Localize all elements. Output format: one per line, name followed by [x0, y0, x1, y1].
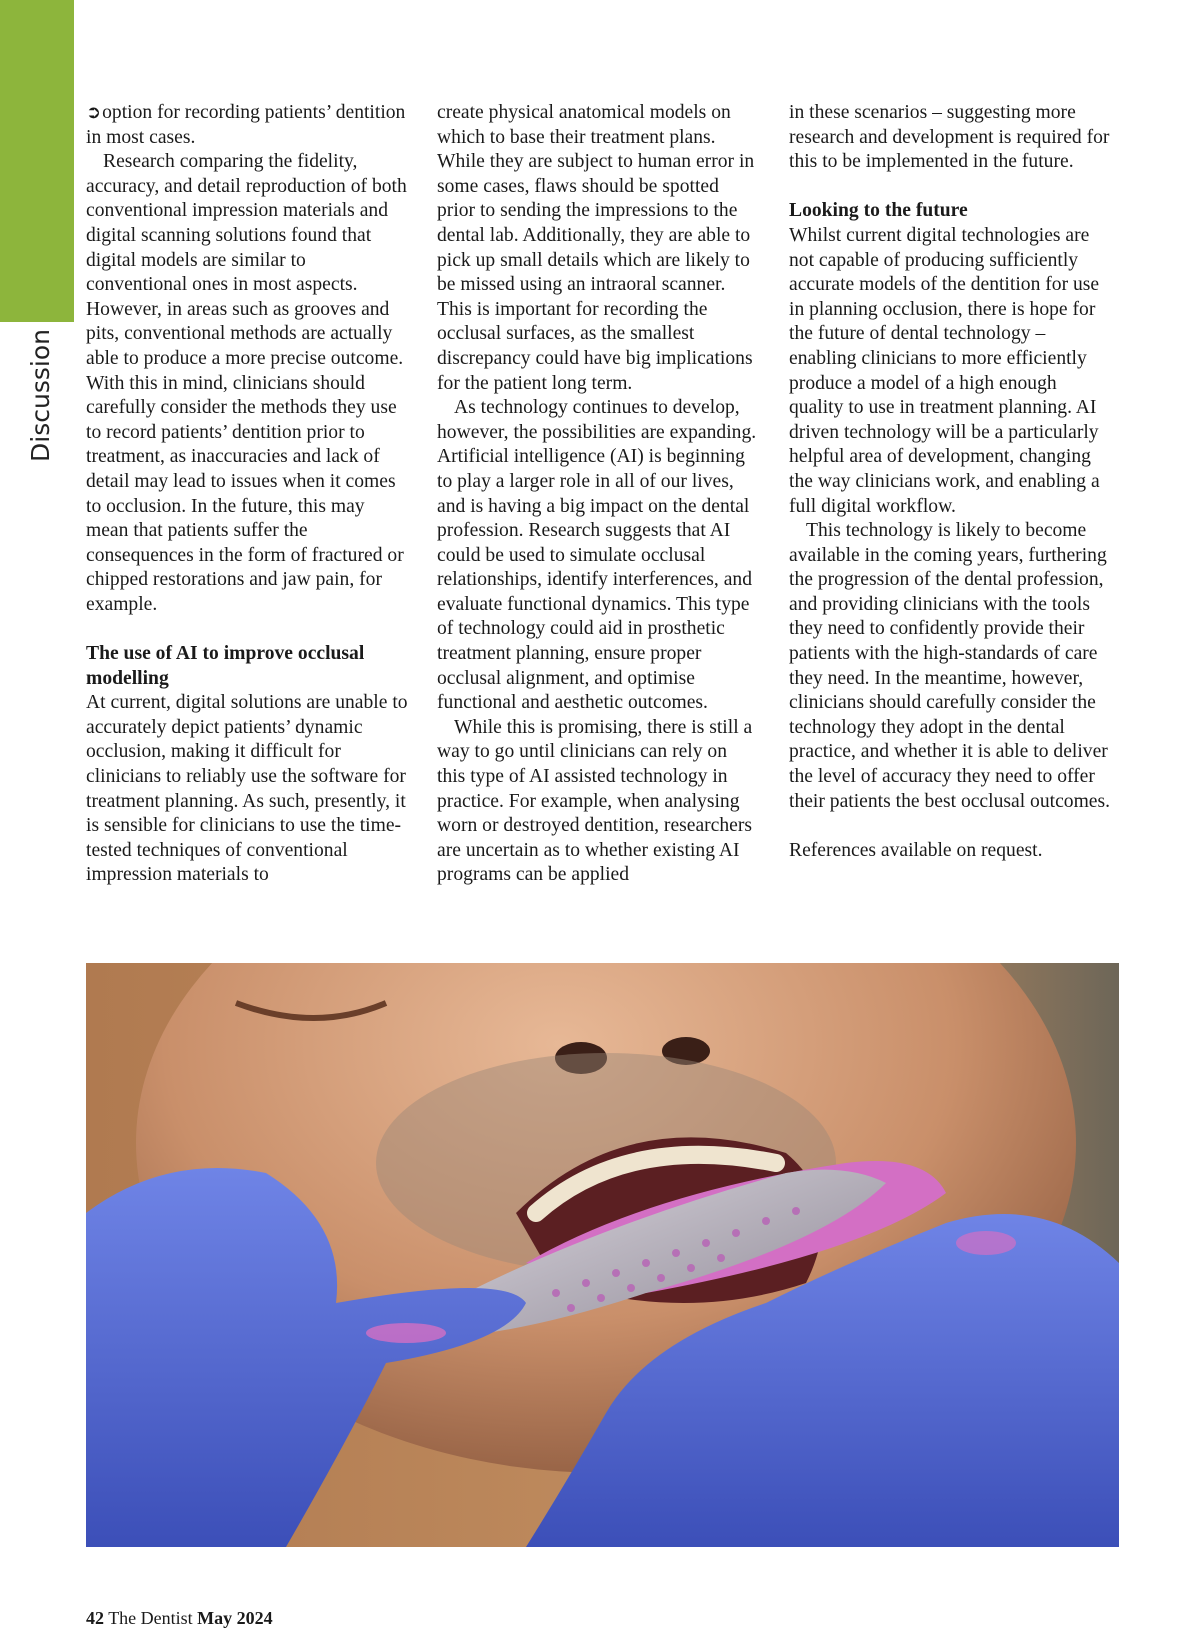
section-heading: The use of AI to improve occlusal modelling	[86, 643, 365, 689]
page-footer	[86, 1608, 273, 1628]
paragraph: While this is promising, there is still a way to go until clinicians can rely on this type of AI assisted technology in practice. For example, when analysing worn or destroyed dentition, researchers are uncertain as to whether existing AI programs can be applied	[437, 716, 753, 886]
section-color-tab	[0, 0, 74, 322]
continuation-arrow-icon: ➲	[86, 102, 102, 123]
paragraph	[86, 101, 408, 150]
article-column-1	[86, 101, 408, 888]
paragraph: Research comparing the fidelity, accuracy, and detail reproduction of both conventional impression materials and digital scanning solutions found that digital models are similar to conventional ones in most aspects. However, in areas such as grooves and pits, conventional methods are actually able to produce a more precise outcome. With this in mind, clinicians should carefully consider the methods they use to record patients’ dentition prior to treatment, as inaccuracies and lack of detail may lead to issues when it comes to occlusion. In the future, this may mean that patients suffer the consequences in the form of fractured or chipped restorations and jaw pain, for example.	[86, 151, 407, 615]
paragraph: At current, digital solutions are unable to accurately depict patients’ dynamic occlusion, making it difficult for clinicians to reliably use the software for treatment planning. As such, presently, it is sensible for clinicians to use the time-tested techniques of conventional impression materials to	[86, 692, 408, 886]
paragraph: in these scenarios – suggesting more research and development is required for this to be implemented in the future.	[789, 102, 1110, 173]
section-label-text: Discussion	[25, 328, 55, 462]
paragraph-text: option for recording patients’ dentition in most cases.	[86, 102, 406, 148]
page-number: 42	[86, 1608, 104, 1628]
dental-impression-photo	[86, 963, 1119, 1547]
section-label	[20, 330, 60, 460]
paragraph: As technology continues to develop, however, the possibilities are expanding. Artificial intelligence (AI) is beginning to play a larger role in all of our lives, and is having a big impact on the dental profession. Research suggests that AI could be used to simulate occlusal relationships, identify interferences, and evaluate functional dynamics. This type of technology could aid in prosthetic treatment planning, ensure proper occlusal alignment, and optimise functional and aesthetic outcomes.	[437, 397, 757, 714]
paragraph: This technology is likely to become available in the coming years, furthering the progression of the dental profession, and providing clinicians with the tools they need to confidently provide their patients with the high-standards of care they need. In the meantime, however, clinicians should carefully consider the technology they adopt in the dental practice, and whether it is able to deliver the level of accuracy they need to offer their patients the best occlusal outcomes.	[789, 520, 1111, 812]
publication-name: The Dentist	[108, 1608, 193, 1628]
paragraph: create physical anatomical models on which to base their treatment plans. While they are subject to human error in some cases, flaws should be spotted prior to sending the impressions to the dental lab. Additionally, they are able to pick up small details which are likely to be missed using an intraoral scanner. This is important for recording the occlusal surfaces, as the smallest discrepancy could have big implications for the patient long term.	[437, 102, 755, 394]
section-heading: Looking to the future	[789, 200, 968, 222]
article-column-3	[789, 101, 1111, 863]
references-note: References available on request.	[789, 839, 1043, 861]
article-column-2	[437, 101, 759, 888]
paragraph: Whilst current digital technologies are not capable of producing sufficiently accurate models of the dentition for use in planning occlusion, there is hope for the future of dental technology – enabling clinicians to more efficiently produce a model of a high enough quality to use in treatment planning. AI driven technology will be a particularly helpful area of development, changing the way clinicians work, and enabling a full digital workflow.	[789, 224, 1100, 517]
issue-date: May 2024	[197, 1608, 273, 1628]
